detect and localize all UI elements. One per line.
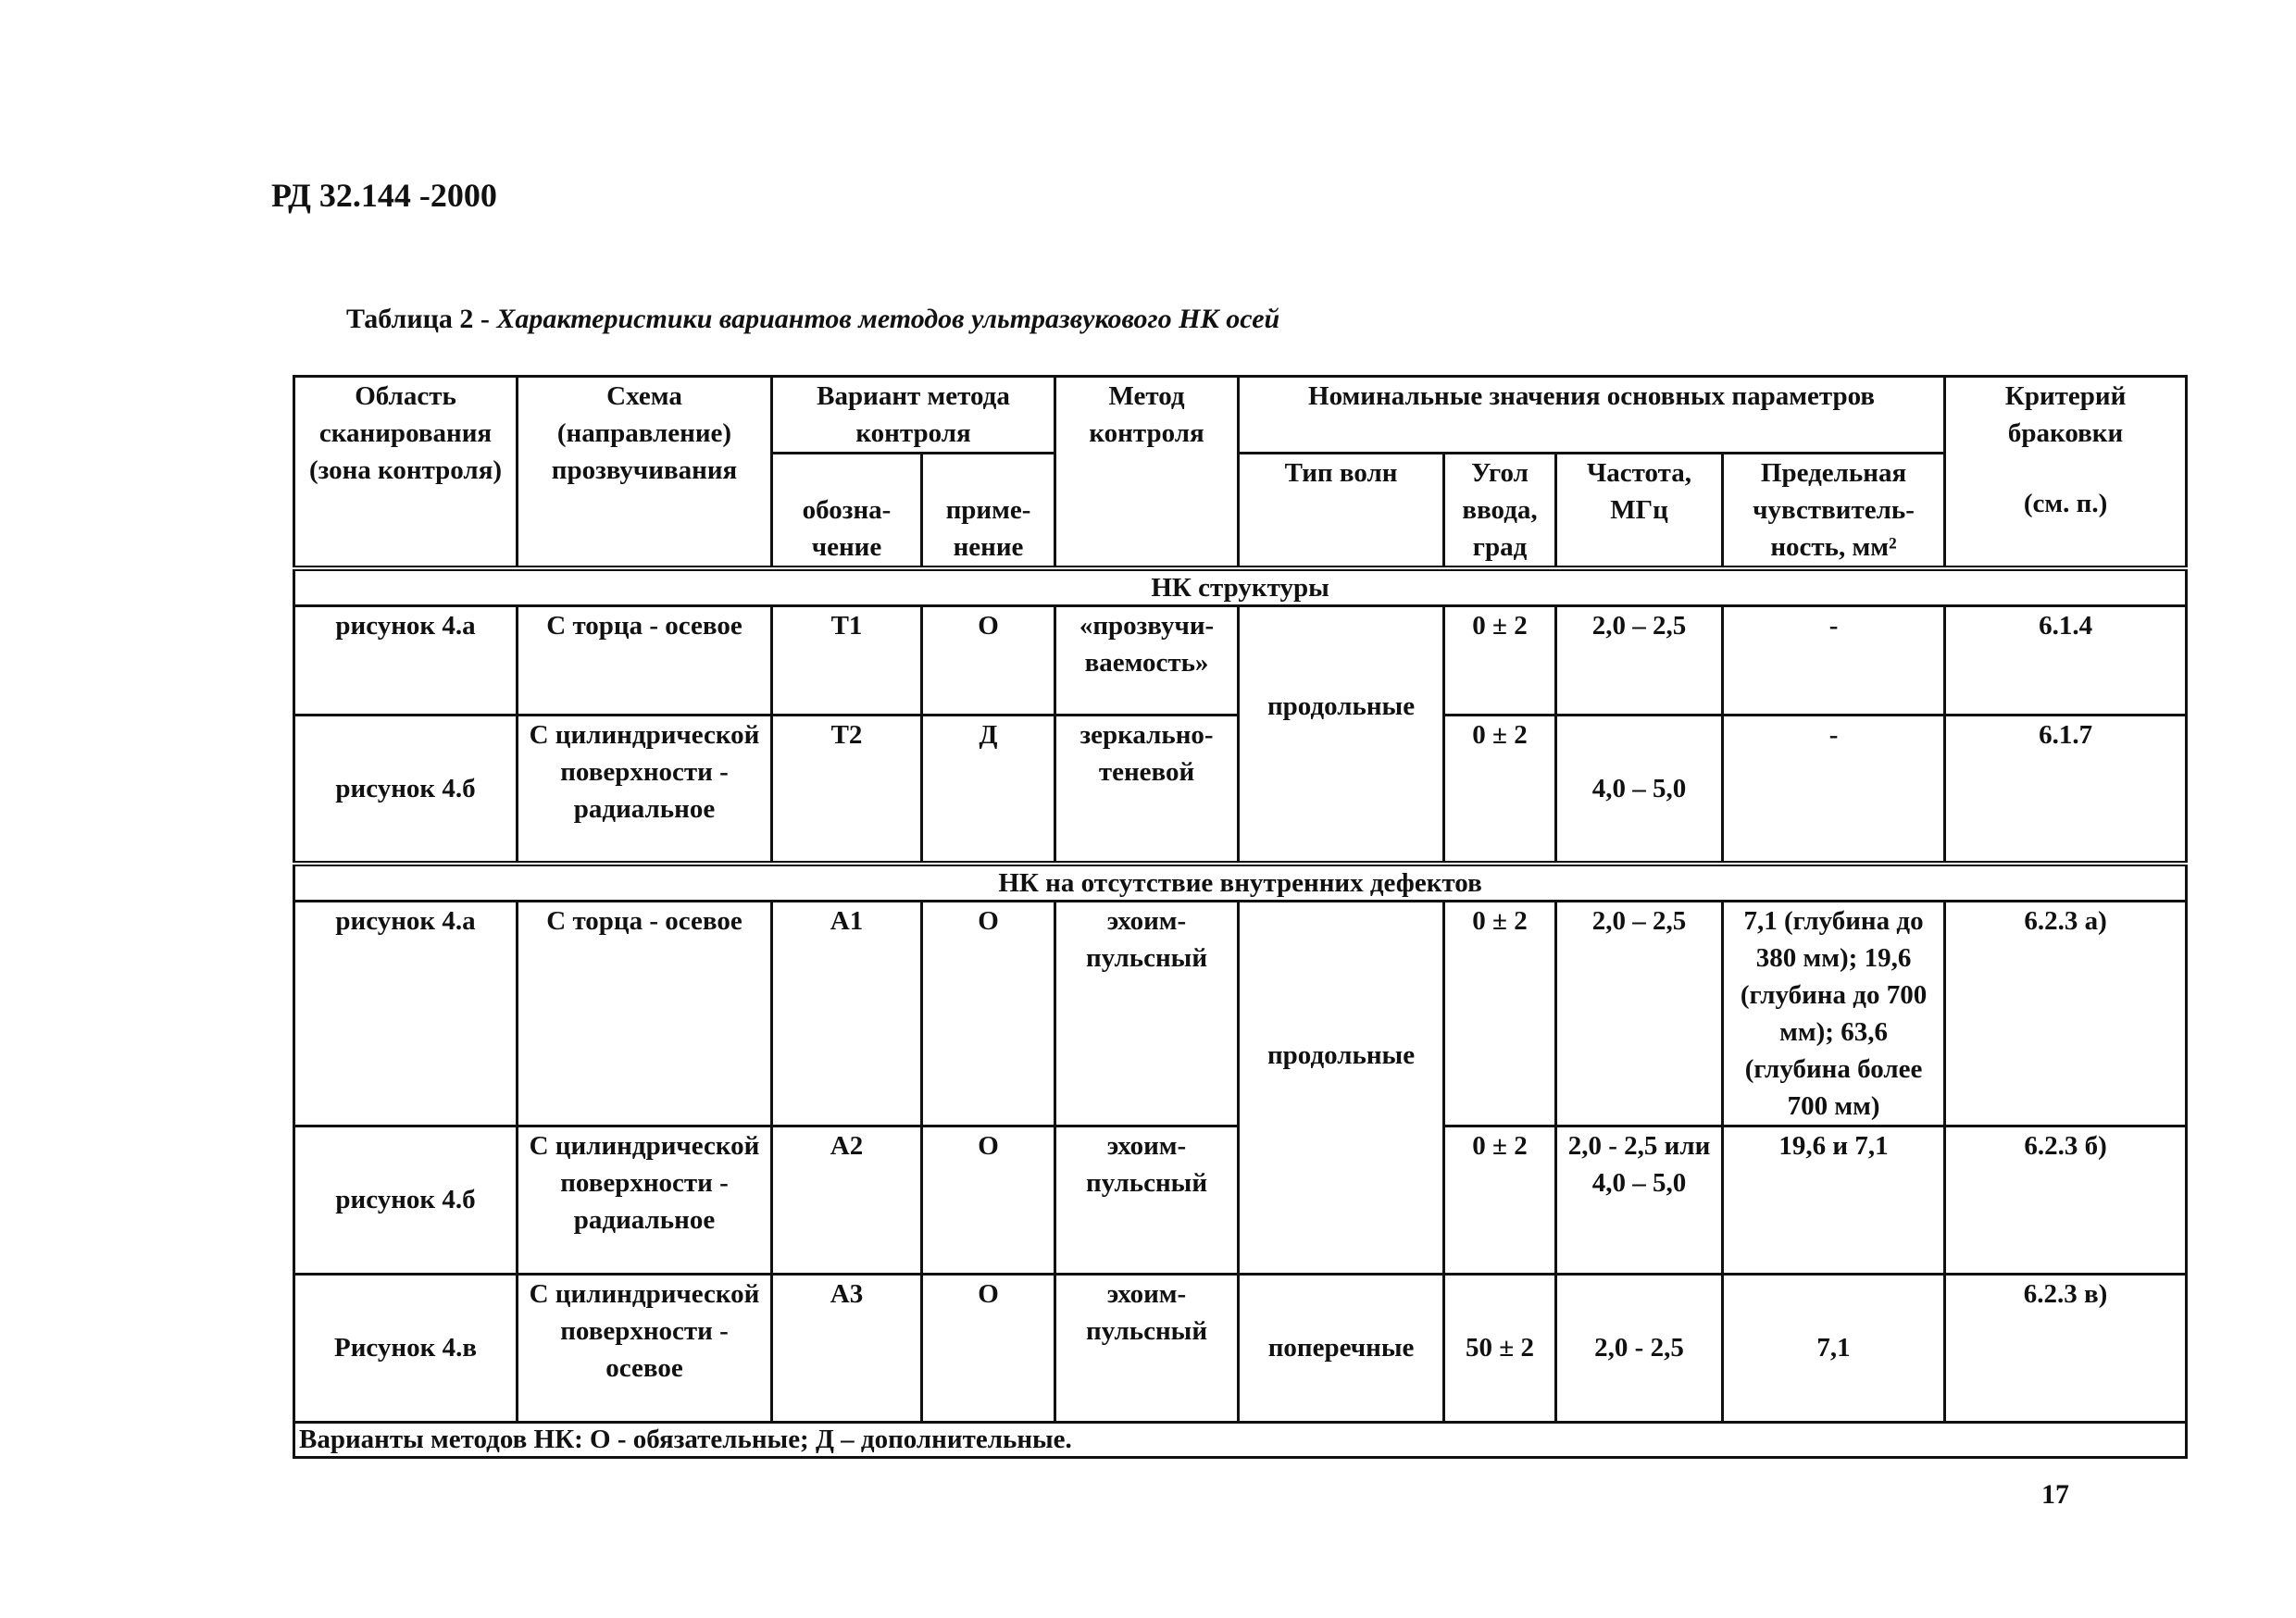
cell-sensitivity: 7,1 (глубина до 380 мм); 19,6 (глубина до 700 мм); 63,6 (глубина более 700 мм) [1723,901,1945,1126]
cell-criterion: 6.2.3 в) [1945,1274,2187,1422]
cell-scheme: С торца - осевое [518,901,772,1126]
cell-criterion: 6.2.3 а) [1945,901,2187,1126]
header-variant: Вариант метода контроля [772,377,1055,454]
cell-frequency: 2,0 - 2,5 [1556,1274,1723,1422]
section-title-defects: НК на отсутствие внутренних дефектов [294,864,2187,902]
cell-wave-type: поперечные [1239,1274,1444,1422]
cell-area: рисунок 4.а [294,606,518,716]
cell-designation: А1 [772,901,922,1126]
cell-area: Рисунок 4.в [294,1274,518,1422]
cell-method: «прозвучи-ваемость» [1055,606,1239,716]
cell-designation: Т2 [772,716,922,864]
table-footnote: Варианты методов НК: О - обязательные; Д – дополнительные. [294,1422,2187,1457]
cell-frequency: 2,0 - 2,5 или 4,0 – 5,0 [1556,1126,1723,1274]
header-wave-type: Тип волн [1239,454,1444,569]
cell-area: рисунок 4.б [294,716,518,864]
cell-sensitivity: 19,6 и 7,1 [1723,1126,1945,1274]
cell-angle: 0 ± 2 [1444,716,1556,864]
cell-application: О [922,901,1055,1126]
cell-scheme: С торца - осевое [518,606,772,716]
table-row [294,606,2187,716]
cell-method: эхоим-пульсный [1055,901,1239,1126]
header-criterion [1945,377,2187,569]
cell-designation: А3 [772,1274,922,1422]
header-criterion-label: Критерий браковки [2004,381,2127,448]
table-caption-title: Характеристики вариантов методов ультразвукового НК осей [496,304,1280,334]
header-method: Метод контроля [1055,377,1239,569]
header-variant-application: приме-нение [922,454,1055,569]
cell-frequency: 4,0 – 5,0 [1556,716,1723,864]
document-code: РД 32.144 -2000 [271,177,497,214]
cell-sensitivity: - [1723,716,1945,864]
cell-angle: 0 ± 2 [1444,1126,1556,1274]
header-criterion-ref: (см. п.) [2023,489,2108,518]
cell-area: рисунок 4.а [294,901,518,1126]
cell-criterion: 6.1.4 [1945,606,2187,716]
cell-wave-type: продольные [1239,901,1444,1274]
header-angle: Угол ввода, град [1444,454,1556,569]
header-area: Область сканирования (зона контроля) [294,377,518,569]
table-row [294,901,2187,1126]
page-number: 17 [2041,1479,2069,1510]
header-sensitivity: Предельная чувствитель-ность, мм² [1723,454,1945,569]
cell-application: О [922,606,1055,716]
cell-designation: Т1 [772,606,922,716]
cell-designation: А2 [772,1126,922,1274]
cell-method: зеркально-теневой [1055,716,1239,864]
section-title-structure: НК структуры [294,568,2187,606]
cell-frequency: 2,0 – 2,5 [1556,901,1723,1126]
cell-method: эхоим-пульсный [1055,1126,1239,1274]
header-nominal: Номинальные значения основных параметров [1239,377,1945,454]
table-caption [346,304,1279,335]
cell-area: рисунок 4.б [294,1126,518,1274]
cell-angle: 50 ± 2 [1444,1274,1556,1422]
cell-method: эхоим-пульсный [1055,1274,1239,1422]
cell-application: О [922,1274,1055,1422]
cell-scheme: С цилиндрической поверхности - радиальное [518,716,772,864]
table-row [294,1274,2187,1422]
cell-criterion: 6.1.7 [1945,716,2187,864]
cell-sensitivity: 7,1 [1723,1274,1945,1422]
table-caption-prefix: Таблица 2 - [346,304,497,334]
cell-frequency: 2,0 – 2,5 [1556,606,1723,716]
header-frequency: Частота, МГц [1556,454,1723,569]
cell-application: Д [922,716,1055,864]
cell-sensitivity: - [1723,606,1945,716]
cell-scheme: С цилиндрической поверхности - осевое [518,1274,772,1422]
cell-wave-type: продольные [1239,606,1444,864]
cell-scheme: С цилиндрической поверхности - радиальное [518,1126,772,1274]
cell-angle: 0 ± 2 [1444,901,1556,1126]
cell-angle: 0 ± 2 [1444,606,1556,716]
cell-criterion: 6.2.3 б) [1945,1126,2187,1274]
cell-application: О [922,1126,1055,1274]
header-scheme: Схема (направление) прозвучивания [518,377,772,569]
characteristics-table [293,375,2188,1459]
header-variant-designation: обозна-чение [772,454,922,569]
